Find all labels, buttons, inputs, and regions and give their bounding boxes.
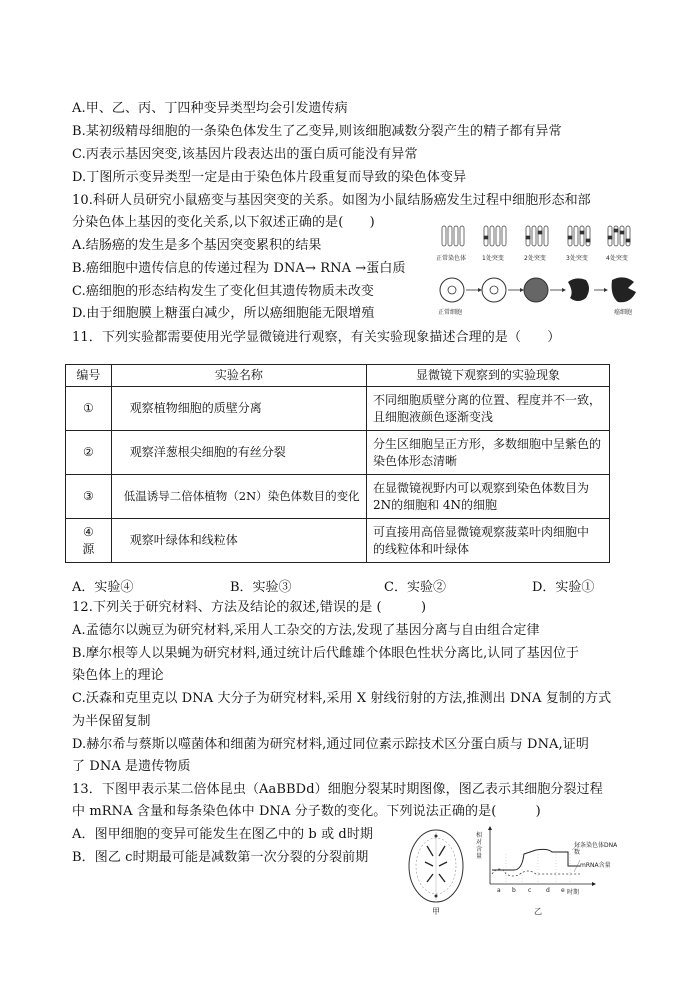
cell-label-cancer: 癌细胞: [614, 309, 633, 316]
q11-option-a: A．实验④: [72, 580, 134, 595]
legend-dna: 每条染色体DNA数: [574, 842, 618, 856]
chromosome-label-1: 1处突变: [482, 255, 504, 262]
observation-line2: 的线粒体和叶绿体: [372, 541, 469, 556]
cell-stage-1: [482, 278, 506, 302]
table-header-observation: 显微镜下观察到的实验现象: [366, 365, 609, 387]
observation-line1: 分生区细胞呈正方形，多数细胞中呈紫色的: [372, 436, 601, 451]
q12-stem: 12.下列关于研究材料、方法及结论的叙述,错误的是 ( ): [72, 600, 427, 615]
row-no: ③: [66, 475, 112, 519]
q13-option-b: B．图乙 c时期最可能是减数第一次分裂的分裂前期: [72, 850, 369, 865]
chromosome-label-4: 4处突变: [606, 255, 628, 262]
observation-line2: 且细胞液颜色逐渐变浅: [372, 409, 493, 424]
q13-stem-line1: 13．下图甲表示某二倍体昆虫（AaBBDd）细胞分裂某时期图像，图乙表示其细胞分裂过程: [72, 782, 603, 797]
q9-option-d: D.丁图所示变异类型一定是由于染色体片段重复而导致的染色体变异: [72, 170, 467, 185]
row-no-extra: 源: [82, 541, 95, 556]
normal-cell: [440, 278, 464, 302]
chromosome-group-normal: [442, 226, 464, 246]
row-observation: [366, 519, 609, 563]
row-no: ①: [66, 387, 112, 431]
chromosome-group-3-mutation: [568, 226, 590, 246]
chromosome-groups: [442, 226, 630, 246]
q12-option-c-line2: 为半保留复制: [72, 714, 151, 729]
q13-figure-yi: [476, 824, 626, 918]
y-axis-label: 相对含量: [476, 832, 483, 860]
cell-stage-3: [568, 278, 589, 301]
jia-label: 甲: [432, 907, 440, 916]
q10-option-a: A.结肠癌的发生是多个基因突变累积的结果: [72, 238, 322, 253]
row-no: ②: [66, 431, 112, 475]
table-row: [66, 475, 610, 519]
row-observation: [366, 431, 609, 475]
x-axis-unit: 时期: [567, 889, 580, 896]
q10-option-b: B.癌细胞中遗传信息的传递过程为 DNA→ RNA →蛋白质: [72, 261, 406, 276]
q11-stem: 11．下列实验都需要使用光学显微镜进行观察，有关实验现象描述合理的是（ ）: [72, 330, 561, 345]
q12-option-b-line2: 染色体上的理论: [72, 668, 164, 683]
q13-figure-jia: [405, 826, 467, 916]
chromosome-group-4-mutation: [608, 226, 630, 246]
chromosome-label-3: 3处突变: [566, 255, 588, 262]
q11-option-b: B．实验③: [230, 580, 292, 595]
q9-option-c: C.丙表示基因突变,该基因片段表达出的蛋白质可能没有异常: [72, 147, 418, 162]
chromosome-label-normal: 正常染色体: [436, 255, 467, 262]
chromosome-label-2: 2处突变: [524, 255, 546, 262]
x-tick-b: b: [512, 887, 516, 894]
table-header-no: 编号: [66, 365, 112, 387]
q12-option-c-line1: C.沃森和克里克以 DNA 大分子为研究材料,采用 X 射线衍射的方法,推测出 DNA 复制的方式: [72, 691, 612, 706]
cell-row: [440, 277, 636, 302]
q12-option-b-line1: B.摩尔根等人以果蝇为研究材料,通过统计后代雌雄个体眼色性状分离比,认同了基因位于: [72, 646, 580, 661]
q10-option-c: C.癌细胞的形态结构发生了变化但其遗传物质未改变: [72, 284, 375, 299]
cell-stage-2: [524, 278, 548, 302]
row-observation: [366, 387, 609, 431]
dividing-cell-diagram: [405, 826, 467, 906]
row-no-symbol: ④: [83, 524, 94, 539]
q13-option-a: A．图甲细胞的变异可能发生在图乙中的 b 或 d时期: [72, 827, 374, 842]
table-row: [66, 387, 610, 431]
legend-mrna: mRNA含量: [580, 862, 611, 869]
chromosome-cell-diagram: [434, 222, 644, 322]
observation-line2: 2N的细胞和 4N的细胞: [372, 497, 498, 512]
q9-option-a: A.甲、乙、丙、丁四种变异类型均会引发遗传病: [72, 101, 348, 116]
row-experiment-name: 观察叶绿体和线粒体: [111, 519, 366, 563]
table-row: [66, 519, 610, 563]
observation-line2: 染色体形态清晰: [372, 453, 457, 468]
q10-stem-line1: 10.科研人员研究小鼠癌变与基因突变的关系。如图为小鼠结肠癌发生过程中细胞形态和部: [72, 193, 591, 208]
q10-stem-line2: 分染色体上基因的变化关系,以下叙述正确的是( ): [72, 215, 375, 230]
q10-option-d: D.由于细胞膜上糖蛋白减少，所以癌细胞能无限增殖: [72, 306, 375, 321]
q9-option-b: B.某初级精母细胞的一条染色体发生了乙变异,则该细胞减数分裂产生的精子都有异常: [72, 124, 562, 139]
q12-option-a: A.孟德尔以豌豆为研究材料,采用人工杂交的方法,发现了基因分离与自由组合定律: [72, 623, 540, 638]
q11-option-c: C．实验②: [384, 580, 446, 595]
x-tick-d: d: [546, 887, 550, 894]
row-experiment-name: 低温诱导二倍体植物（2N）染色体数目的变化: [111, 475, 366, 519]
cell-label-normal: 正常细胞: [438, 309, 463, 316]
observation-line1: 不同细胞质壁分离的位置、程度并不一致，: [372, 392, 601, 407]
x-tick-e: e: [561, 887, 565, 894]
row-no: [66, 519, 112, 563]
row-observation: [366, 475, 609, 519]
q12-option-d-line2: 了 DNA 是遗传物质: [72, 759, 191, 774]
cancer-cell: [612, 277, 636, 302]
experiment-table: [65, 364, 610, 563]
q13-stem-line2: 中 mRNA 含量和每条染色体中 DNA 分子数的变化。下列说法正确的是( ): [72, 804, 541, 819]
row-experiment-name: 观察植物细胞的质壁分离: [111, 387, 366, 431]
q11-option-d: D．实验①: [532, 580, 595, 595]
x-tick-c: c: [528, 887, 532, 894]
table-header-name: 实验名称: [111, 365, 366, 387]
q10-cancer-figure: [434, 222, 644, 322]
yi-label: 乙: [534, 907, 542, 916]
row-experiment-name: 观察洋葱根尖细胞的有丝分裂: [111, 431, 366, 475]
chromosome-group-1-mutation: [484, 226, 506, 246]
observation-line1: 在显微镜视野内可以观察到染色体数目为: [372, 480, 589, 495]
table-header-row: [66, 365, 610, 387]
x-tick-a: a: [497, 887, 501, 894]
chromosome-group-2-mutation: [526, 226, 548, 246]
dna-per-chromosome-line: [492, 849, 580, 870]
table-row: [66, 431, 610, 475]
q12-option-d-line1: D.赫尔希与蔡斯以噬菌体和细菌为研究材料,通过同位素示踪技术区分蛋白质与 DNA,证明: [72, 737, 589, 752]
observation-line1: 可直接用高倍显微镜观察菠菜叶肉细胞中: [372, 524, 589, 539]
